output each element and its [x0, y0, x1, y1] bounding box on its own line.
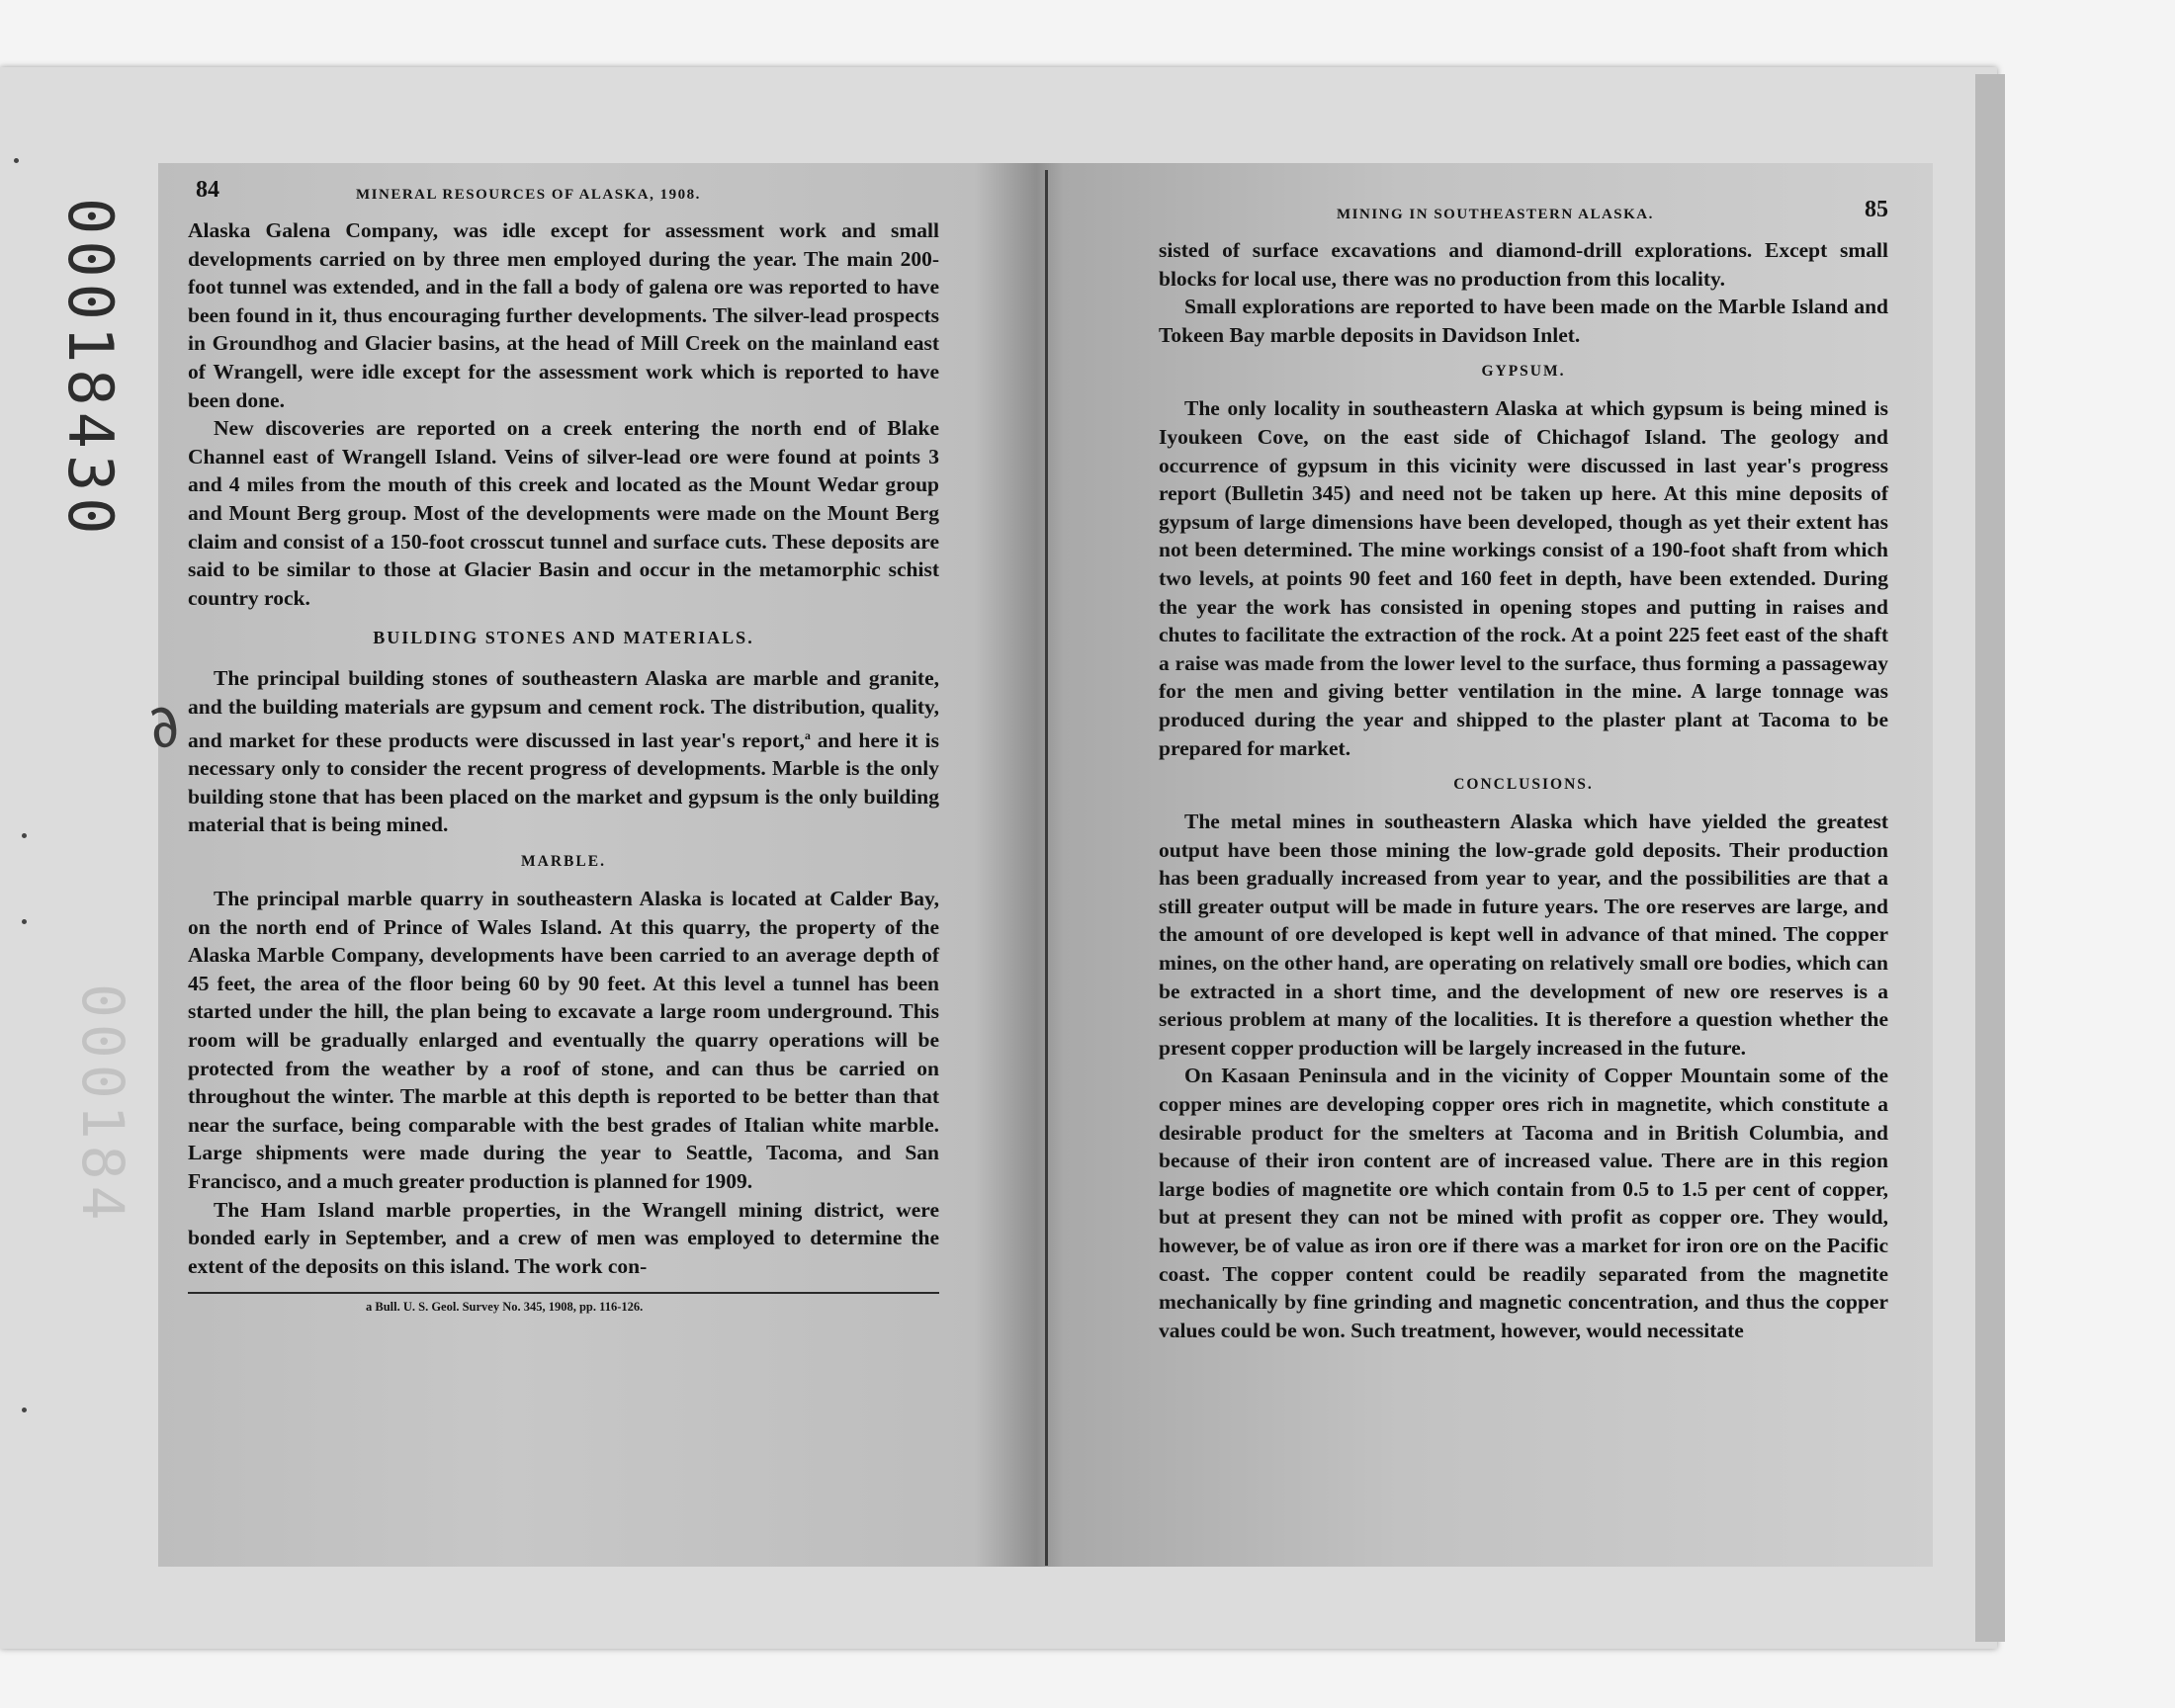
footnote-rule [188, 1292, 939, 1294]
section-heading: BUILDING STONES AND MATERIALS. [373, 628, 754, 648]
paragraph: The only locality in southeastern Alaska at which gypsum is being mined is Iyoukeen Cove, on the east side of Chichagof Island. The geology and occurrence of gypsum in this vicinity were discussed in last year's progress report (Bulletin 345) and need not be taken up here. At this mine deposits of gypsum of large dimensions have been developed, though as yet their extent has not been determined. The mine workings consist of a 190-foot shaft from which two levels, at points 90 feet and 160 feet in depth, have been extended. During the year the work has consisted in opening stopes and putting in raises and chutes to facilitate the extraction of the rock. At a point 225 feet east of the shaft a raise was made from the lower level to the surface, thus forming a passageway for the men and giving better ventilation in the mine. A large tonnage was produced during the year and shipped to the plaster plant at Tacoma to be prepared for market. [1159, 396, 1888, 760]
right-page [1159, 197, 1888, 1344]
running-head: MINERAL RESOURCES OF ALASKA, 1908. [356, 187, 701, 203]
footnote: a Bull. U. S. Geol. Survey No. 345, 1908, pp. 116-126. [366, 1300, 644, 1315]
paragraph: New discoveries are reported on a creek entering the north end of Blake Channel east of Wrangell Island. Veins of silver-lead ore were found at points 3 and 4 miles from the mouth of this creek and located as the Mount Wedar group and Mount Berg group. Most of the developments were made on the Mount Berg claim and consist of a 150-foot crosscut tunnel and surface cuts. These deposits are said to be similar to those at Glacier Basin and occur in the metamorphic schist country rock. [188, 416, 939, 610]
paragraph: sisted of surface excavations and diamond-drill explorations. Except small blocks for local use, there was no production from this locality. [1159, 238, 1888, 291]
left-page-header [188, 177, 939, 216]
paragraph [188, 664, 939, 839]
paragraph: The metal mines in southeastern Alaska which have yielded the greatest output have been those mining the low-grade gold deposits. Their production has been gradually increased from year to year, and the possibilities are that a still greater output will be made in future years. The ore reserves are large, and the amount of ore developed is kept well in advance of that mined. The copper mines, on the other hand, are operating on relatively small ore bodies, which can be extracted in a short time, and the development of new ore reserves is a serious problem at many of the localities. It is therefore a question whether the present copper production will be largely increased in the future. [1159, 810, 1888, 1060]
subsection-heading: MARBLE. [521, 853, 606, 871]
subsection-heading: GYPSUM. [1481, 363, 1566, 381]
film-speck [22, 833, 27, 838]
right-page-header [1159, 197, 1888, 236]
film-speck [14, 158, 19, 163]
paragraph: On Kasaan Peninsula and in the vicinity of Copper Mountain some of the copper mines are developing copper ores rich in magnetite, which constitute a desirable product for the smelters at Tacoma and in British Columbia, and because of their iron content are of increased value. There are in this region large bodies of magnetite ore which contain from 0.5 to 1.5 per cent of copper, but at present they can not be mined with profit as copper ore. They would, however, be of value as iron ore if there was a market for iron ore on the Pacific coast. The copper content could be readily separated from the magnetite mechanically by fine grinding and magnetic concentration, and thus the copper values could be won. Such treatment, however, would necessitate [1159, 1064, 1888, 1342]
reel-number-ghost: 000184 [69, 983, 136, 1227]
page-number: 85 [1865, 197, 1888, 222]
paragraph: Alaska Galena Company, was idle except for assessment work and small developments carried on by three men employed during the year. The main 200-foot tunnel was extended, and in the fall a body of galena ore was reported to have been found in it, thus encouraging further developments. The silver-lead prospects in Groundhog and Glacier basins, at the head of Mill Creek on the mainland east of Wrangell, were idle except for the assessment work which is reported to have been done. [188, 218, 939, 412]
margin-check-mark: ∂ [136, 688, 191, 765]
paragraph-text: and here it is necessary only to consider the recent progress of developments. Marble is the only building stone that has been placed on the market and gypsum is the only building material that is being mined. [188, 727, 939, 837]
subsection-heading: CONCLUSIONS. [1453, 776, 1594, 794]
page-number: 84 [196, 177, 219, 203]
film-speck [22, 919, 27, 924]
running-head: MINING IN SOUTHEASTERN ALASKA. [1337, 207, 1654, 222]
gutter-line [1045, 170, 1048, 1566]
film-speck [22, 1408, 27, 1412]
paragraph: The Ham Island marble properties, in the Wrangell mining district, were bonded early in September, and a crew of men was employed to determine the extent of the deposits on this island. The work con- [188, 1197, 939, 1278]
film-edge [1975, 74, 2005, 1642]
paragraph: The principal marble quarry in southeastern Alaska is located at Calder Bay, on the north end of Prince of Wales Island. At this quarry, the property of the Alaska Marble Company, developments have been carried to an average depth of 45 feet, the area of the floor being 60 by 90 feet. At this level a tunnel has been started under the hill, the plan being to excavate a large room underground. This room will be gradually enlarged and eventually the quarry operations will be protected from the weather by a roof of stone, and can thus be carried on throughout the winter. The marble at this depth is reported to be better than that near the surface, being comparable with the best grades of Italian white marble. Large shipments were made during the year to Seattle, Tacoma, and San Francisco, and a much greater production is planned for 1909. [188, 887, 939, 1193]
reel-number: 00018430 [54, 198, 127, 541]
footnote-ref: a [804, 727, 811, 742]
left-page [188, 177, 939, 1315]
paragraph-text: The principal building stones of southeastern Alaska are marble and granite, and the building materials are gypsum and cement rock. The distribution, quality, and market for these products were discussed in last year's report, [188, 666, 939, 752]
paragraph: Small explorations are reported to have been made on the Marble Island and Tokeen Bay marble deposits in Davidson Inlet. [1159, 295, 1888, 347]
